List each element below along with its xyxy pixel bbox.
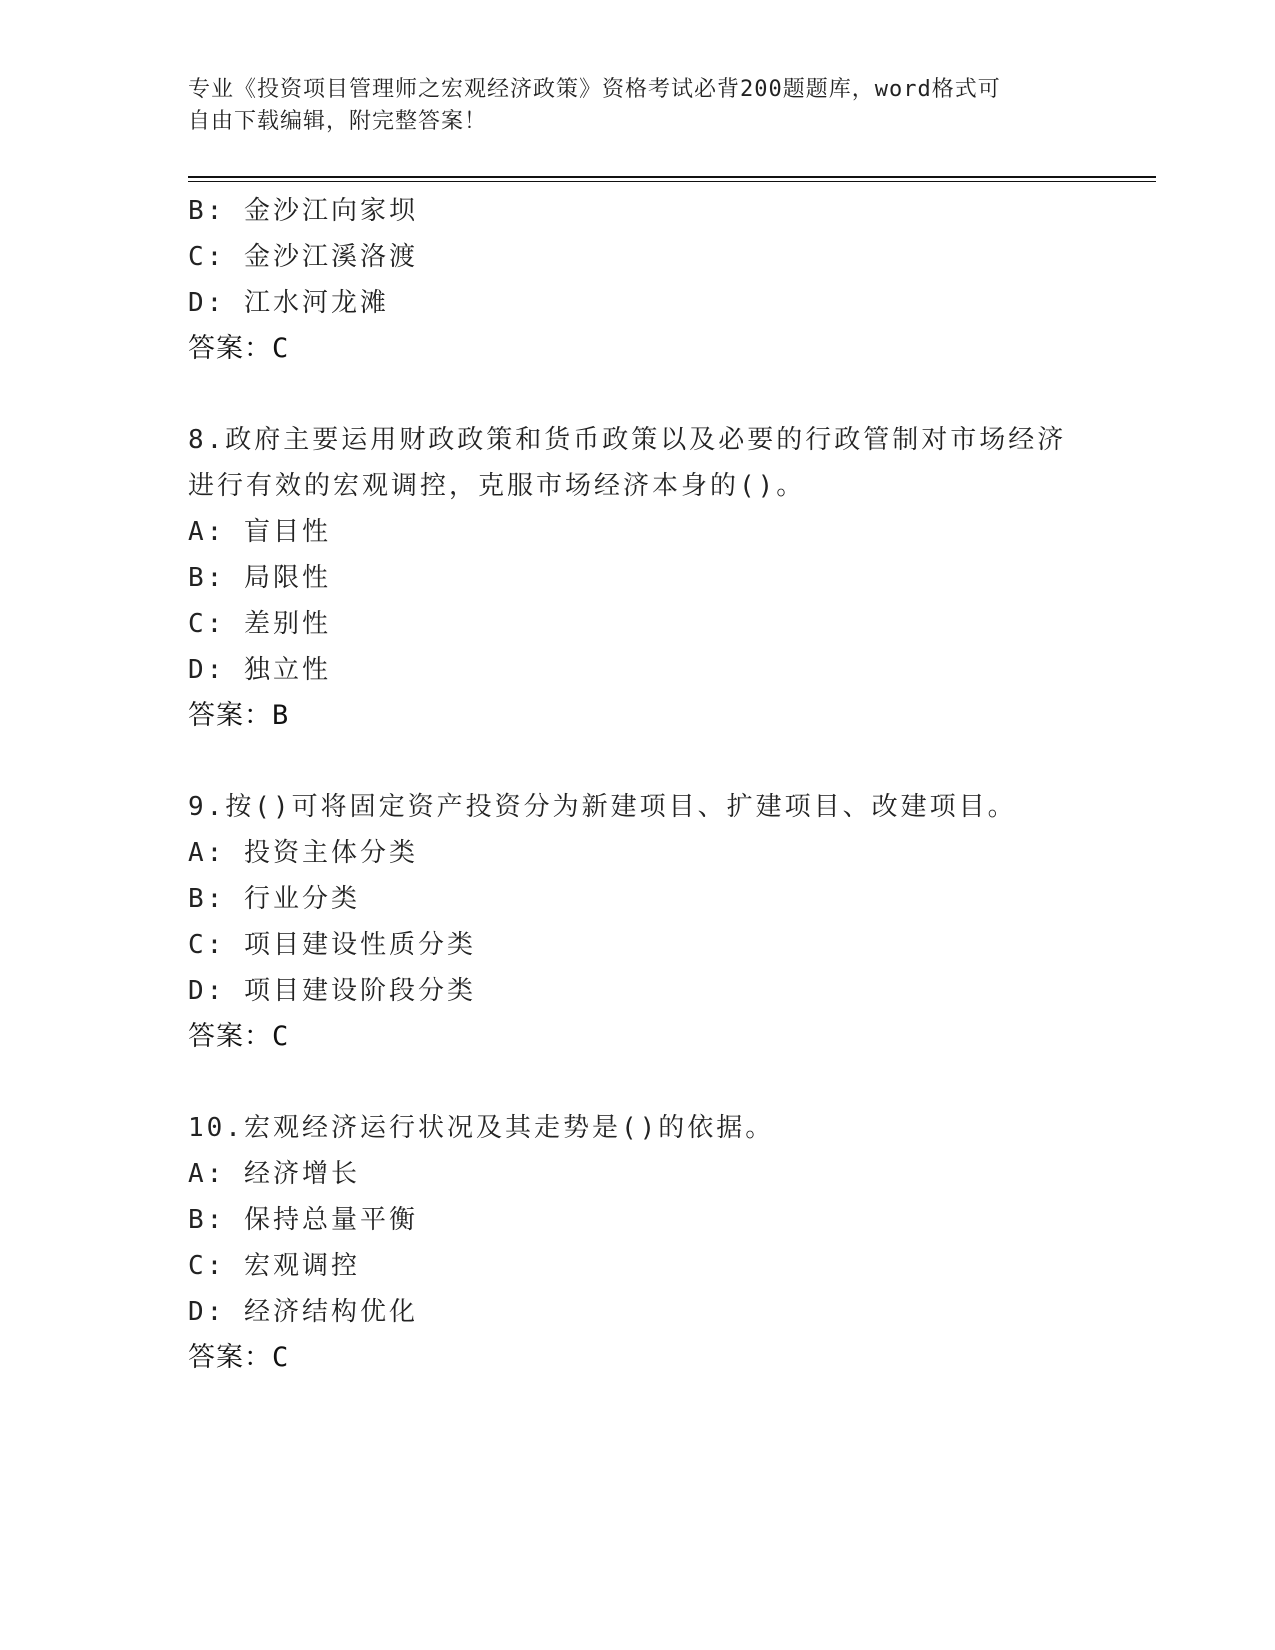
question-7-continued [188,188,1148,372]
answer-line: 答案：C [188,333,290,364]
answer-line: 答案：C [188,1021,290,1052]
spacer [188,739,1148,784]
question-list [188,188,1148,1381]
spacer [188,372,1148,417]
option-a: A: 盲目性 [188,517,331,547]
option-b: B: 金沙江向家坝 [188,196,418,226]
option-d: D: 江水河龙滩 [188,288,389,318]
question-10 [188,1105,1148,1381]
document-header [188,74,1088,138]
option-d: D: 经济结构优化 [188,1297,418,1327]
answer-line: 答案：B [188,700,290,731]
question-stem: 8.政府主要运用财政政策和货币政策以及必要的行政管制对市场经济 [188,425,1067,455]
option-a: A: 经济增长 [188,1159,360,1189]
question-stem: 10.宏观经济运行状况及其走势是()的依据。 [188,1113,775,1143]
option-c: C: 金沙江溪洛渡 [188,242,418,272]
question-stem: 9.按()可将固定资产投资分为新建项目、扩建项目、改建项目。 [188,792,1017,822]
option-a: A: 投资主体分类 [188,838,418,868]
option-d: D: 项目建设阶段分类 [188,976,476,1006]
question-8 [188,417,1148,739]
option-b: B: 保持总量平衡 [188,1205,418,1235]
question-stem: 进行有效的宏观调控，克服市场经济本身的()。 [188,471,806,501]
question-9 [188,784,1148,1060]
header-divider [188,176,1156,182]
spacer [188,1060,1148,1105]
option-c: C: 项目建设性质分类 [188,930,476,960]
header-line-1: 专业《投资项目管理师之宏观经济政策》资格考试必背200题题库，word格式可 [188,77,1001,102]
answer-line: 答案：C [188,1342,290,1373]
option-b: B: 局限性 [188,563,331,593]
option-c: C: 差别性 [188,609,331,639]
option-d: D: 独立性 [188,655,331,685]
header-line-2: 自由下载编辑，附完整答案！ [188,109,488,134]
option-c: C: 宏观调控 [188,1251,360,1281]
option-b: B: 行业分类 [188,884,360,914]
